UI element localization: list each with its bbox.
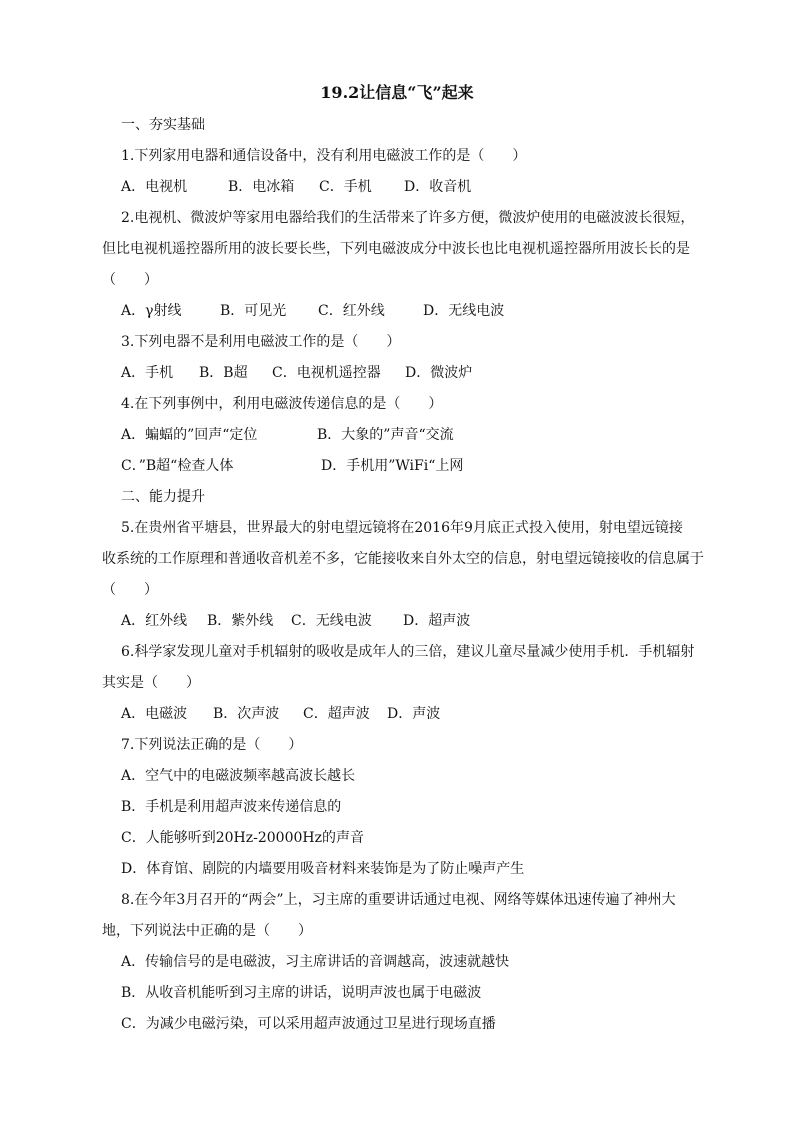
question-7-stem: 7.下列说法正确的是（ ） (121, 737, 303, 753)
question-4-options-row-2 (121, 456, 701, 476)
option: A．电视机 (121, 179, 188, 195)
option: D．超声波 (403, 613, 471, 629)
question-8-option-b: B．从收音机能听到习主席的讲话，说明声波也属于电磁波 (121, 985, 482, 1001)
question-4-stem: 4.在下列事例中，利用电磁波传递信息的是（ ） (121, 396, 443, 412)
question-3-stem: 3.下列电器不是利用电磁波工作的是（ ） (121, 334, 401, 350)
option: D．收音机 (404, 179, 472, 195)
question-3-options (121, 363, 701, 383)
question-5-stem-cont: （ ） (102, 582, 158, 598)
option: C．”B超“检查人体 (121, 458, 234, 474)
option: B．电冰箱 (228, 179, 295, 195)
option: A．γ射线 (121, 303, 182, 319)
option: A．手机 (121, 365, 174, 381)
question-1-options (121, 177, 701, 197)
question-7-option-d: D．体育馆、剧院的内墙要用吸音材料来装饰是为了防止噪声产生 (121, 861, 525, 877)
question-8-stem-cont: 地，下列说法中正确的是（ ） (102, 923, 312, 939)
option: A．蝙蝠的”回声“定位 (121, 427, 258, 443)
option: C．超声波 (303, 706, 370, 722)
question-6-stem-cont: 其实是（ ） (102, 675, 200, 691)
option: C．电视机遥控器 (272, 365, 381, 381)
question-1-stem: 1.下列家用电器和通信设备中，没有利用电磁波工作的是（ ） (121, 148, 527, 164)
question-2-stem: 2.电视机、微波炉等家用电器给我们的生活带来了许多方便，微波炉使用的电磁波波长很短， (121, 210, 695, 226)
question-7-option-a: A．空气中的电磁波频率越高波长越长 (121, 768, 356, 784)
question-7-option-c: C．人能够听到20Hz-20000Hz的声音 (121, 830, 364, 846)
section-heading-1: 一、夯实基础 (121, 117, 205, 133)
option: B．可见光 (220, 303, 287, 319)
question-5-options (121, 611, 701, 631)
question-5-stem: 5.在贵州省平塘县，世界最大的射电望远镜将在2016年9月底正式投入使用，射电望远镜接 (121, 520, 683, 536)
page-title: 19.2让信息“飞”起来 (320, 83, 474, 102)
option: A．电磁波 (121, 706, 188, 722)
question-8-stem: 8.在今年3月召开的“两会”上，习主席的重要讲话通过电视、网络等媒体迅速传遍了神州大 (121, 892, 676, 908)
question-8-option-c: C．为减少电磁污染，可以采用超声波通过卫星进行现场直播 (121, 1016, 496, 1032)
option: C．无线电波 (291, 613, 372, 629)
option: C．手机 (319, 179, 372, 195)
option: D．无线电波 (423, 303, 505, 319)
option: B．次声波 (213, 706, 280, 722)
option: B．紫外线 (207, 613, 274, 629)
question-6-stem: 6.科学家发现儿童对手机辐射的吸收是成年人的三倍，建议儿童尽量减少使用手机．手机辐射 (121, 644, 695, 660)
option: D．声波 (387, 706, 441, 722)
question-2-stem-cont: （ ） (102, 272, 158, 288)
question-5-stem-cont: 收系统的工作原理和普通收音机差不多，它能接收来自外太空的信息，射电望远镜接收的信息属于 (102, 551, 704, 567)
option: D．手机用”WiFi“上网 (321, 458, 464, 474)
option: C．红外线 (318, 303, 385, 319)
question-7-option-b: B．手机是利用超声波来传递信息的 (121, 799, 342, 815)
section-heading-2: 二、能力提升 (121, 489, 205, 505)
option: A．红外线 (121, 613, 188, 629)
question-4-options-row-1 (121, 425, 701, 445)
question-6-options (121, 704, 701, 724)
option: B．B超 (199, 365, 248, 381)
option: B．大象的”声音“交流 (317, 427, 454, 443)
question-2-stem-cont: 但比电视机遥控器所用的波长要长些，下列电磁波成分中波长也比电视机遥控器所用波长长的是 (102, 241, 690, 257)
question-2-options (121, 301, 701, 321)
option: D．微波炉 (405, 365, 473, 381)
question-8-option-a: A．传输信号的是电磁波，习主席讲话的音调越高，波速就越快 (121, 954, 510, 970)
